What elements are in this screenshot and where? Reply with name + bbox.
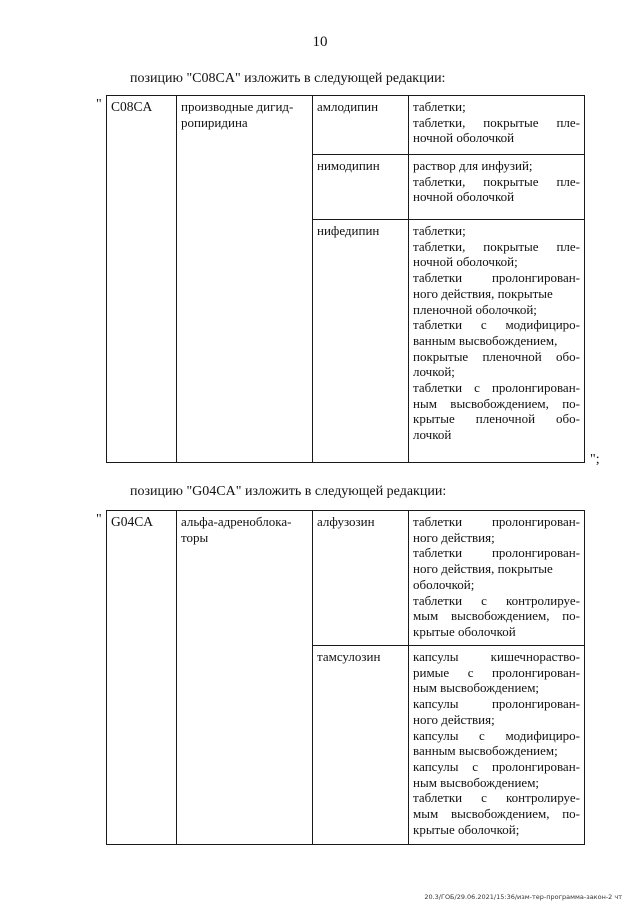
dosage-form-line: лочкой; [413,364,455,380]
dosage-form-line: ным высвобождением, по- [413,395,580,411]
dosage-form-line: капсулы с модифициро- [413,727,580,743]
dosage-form-line: таблетки; [413,99,466,114]
dosage-form-line: пленочной оболочкой; [413,301,537,317]
dosage-form-line: крытые пленочной обо- [413,411,580,427]
footer-stamp: 20.3/ГОБ/29.06.2021/15:36/изм-тер-программа-закон-2 чт [424,893,622,901]
table-row [107,511,585,646]
dosage-form-line: ночной оболочкой [413,130,515,146]
atc-code-cell: G04CA [107,511,177,845]
pharm-group-cell: производные дигид-ропиридина [177,96,313,463]
dosage-form-line: ного действия, покрытые [413,561,553,577]
drug-name-cell: нимодипин [313,155,409,220]
dosage-form-line: капсулы с пролонгирован- [413,758,580,774]
dosage-forms-cell [409,96,585,155]
dosage-form-line: ванным высвобождением, [413,332,558,348]
dosage-form-line: таблетки; [413,223,466,238]
dosage-forms-cell [409,511,585,646]
dosage-form-line: мым высвобождением, по- [413,806,580,822]
drug-name-cell: тамсулозин [313,646,409,845]
dosage-form-line: таблетки, покрытые пле- [413,114,580,130]
dosage-form-line: таблетки пролонгирован- [413,514,580,529]
drug-name-cell: амлодипин [313,96,409,155]
drug-name-cell: алфузозин [313,511,409,646]
closing-quote: "; [590,452,600,467]
pharm-group-cell: альфа-адреноблока-торы [177,511,313,845]
dosage-form-line: капсулы кишечнораство- [413,649,580,664]
dosage-form-line: ным высвобождением; [413,680,540,696]
page-number: 10 [312,34,328,50]
dosage-form-line: римые с пролонгирован- [413,664,580,680]
opening-quote: " [96,512,102,527]
dosage-form-line: таблетки с контролируе- [413,592,580,608]
dosage-form-line: мым высвобождением, по- [413,608,580,624]
dosage-form-line: ного действия; [413,529,495,545]
instruction-g04ca: позицию "G04CA" изложить в следующей редакции: [130,484,447,499]
dosage-form-line: ночной оболочкой; [413,254,518,270]
dosage-forms-cell [409,220,585,463]
dosage-form-line: таблетки пролонгирован- [413,270,580,286]
dosage-form-line: капсулы пролонгирован- [413,696,580,712]
atc-code-cell: C08CA [107,96,177,463]
dosage-form-line: ным высвобождением; [413,774,540,790]
table-row [107,96,585,155]
dosage-form-line: таблетки, покрытые пле- [413,238,580,254]
dosage-form-line: покрытые пленочной обо- [413,348,580,364]
dosage-form-line: таблетки с пролонгирован- [413,380,580,396]
dosage-form-line: таблетки с контролируе- [413,790,580,806]
dosage-form-line: крытые оболочкой [413,623,516,639]
dosage-form-line: крытые оболочкой; [413,821,520,837]
dosage-form-line: таблетки с модифициро- [413,317,580,333]
table-g04ca [106,510,585,845]
dosage-forms-cell [409,646,585,845]
dosage-form-line: лочкой [413,427,452,443]
dosage-form-line: ного действия, покрытые [413,285,553,301]
opening-quote: " [96,97,102,112]
dosage-form-line: раствор для инфузий; [413,158,533,173]
dosage-form-line: оболочкой; [413,576,475,592]
table-c08ca [106,95,585,463]
dosage-form-line: ванным высвобождением; [413,743,558,759]
dosage-forms-cell [409,155,585,220]
drug-name-cell: нифедипин [313,220,409,463]
dosage-form-line: ночной оболочкой [413,189,515,205]
dosage-form-line: таблетки пролонгирован- [413,545,580,561]
instruction-c08ca: позицию "C08CA" изложить в следующей редакции: [130,71,446,86]
dosage-form-line: таблетки, покрытые пле- [413,173,580,189]
dosage-form-line: ного действия; [413,711,495,727]
